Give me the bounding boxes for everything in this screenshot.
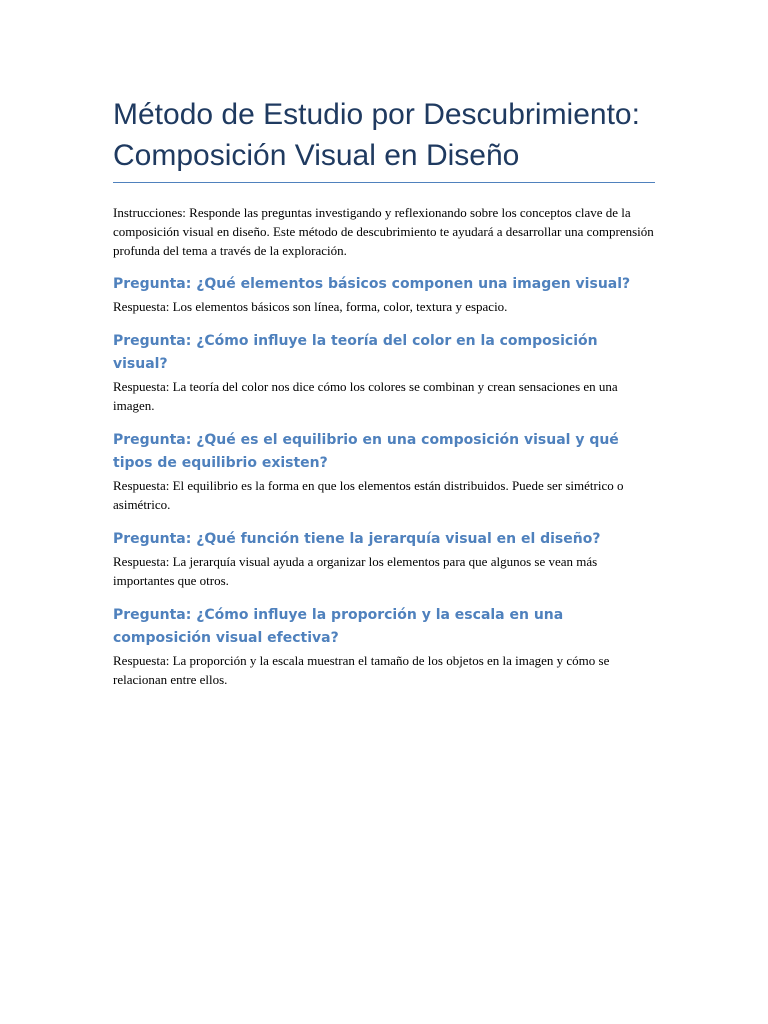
answer-text: Respuesta: La proporción y la escala muestran el tamaño de los objetos en la imagen y cómo se relacionan entre ellos. — [113, 652, 610, 687]
qa-item-2 — [113, 330, 655, 416]
question-heading: Pregunta: ¿Qué función tiene la jerarquía visual en el diseño? — [113, 530, 601, 547]
qa-item-4 — [113, 528, 655, 591]
qa-item-3 — [113, 429, 655, 515]
document-title: Método de Estudio por Descubrimiento: Composición Visual en Diseño — [113, 94, 655, 183]
answer-text: Respuesta: Los elementos básicos son línea, forma, color, textura y espacio. — [113, 299, 508, 314]
question-heading: Pregunta: ¿Cómo influye la proporción y la escala en una composición visual efectiva? — [113, 606, 564, 646]
instructions-paragraph: Instrucciones: Responde las preguntas investigando y reflexionando sobre los conceptos clave de la composición visual en diseño. Este método de descubrimiento te ayudará a desarrollar una comprensión profunda del tema a través de la exploración. — [113, 205, 654, 258]
answer-text: Respuesta: La teoría del color nos dice cómo los colores se combinan y crean sensaciones en una imagen. — [113, 378, 618, 413]
answer-text: Respuesta: El equilibrio es la forma en que los elementos están distribuidos. Puede ser simétrico o asimétrico. — [113, 477, 624, 512]
question-heading: Pregunta: ¿Qué es el equilibrio en una composición visual y qué tipos de equilibrio existen? — [113, 431, 619, 471]
answer-text: Respuesta: La jerarquía visual ayuda a organizar los elementos para que algunos se vean más importantes que otros. — [113, 553, 598, 588]
document-page — [113, 94, 655, 690]
qa-item-5 — [113, 604, 655, 690]
question-heading: Pregunta: ¿Qué elementos básicos componen una imagen visual? — [113, 276, 631, 292]
qa-item-1 — [113, 273, 655, 317]
question-heading: Pregunta: ¿Cómo influye la teoría del color en la composición visual? — [113, 332, 598, 372]
